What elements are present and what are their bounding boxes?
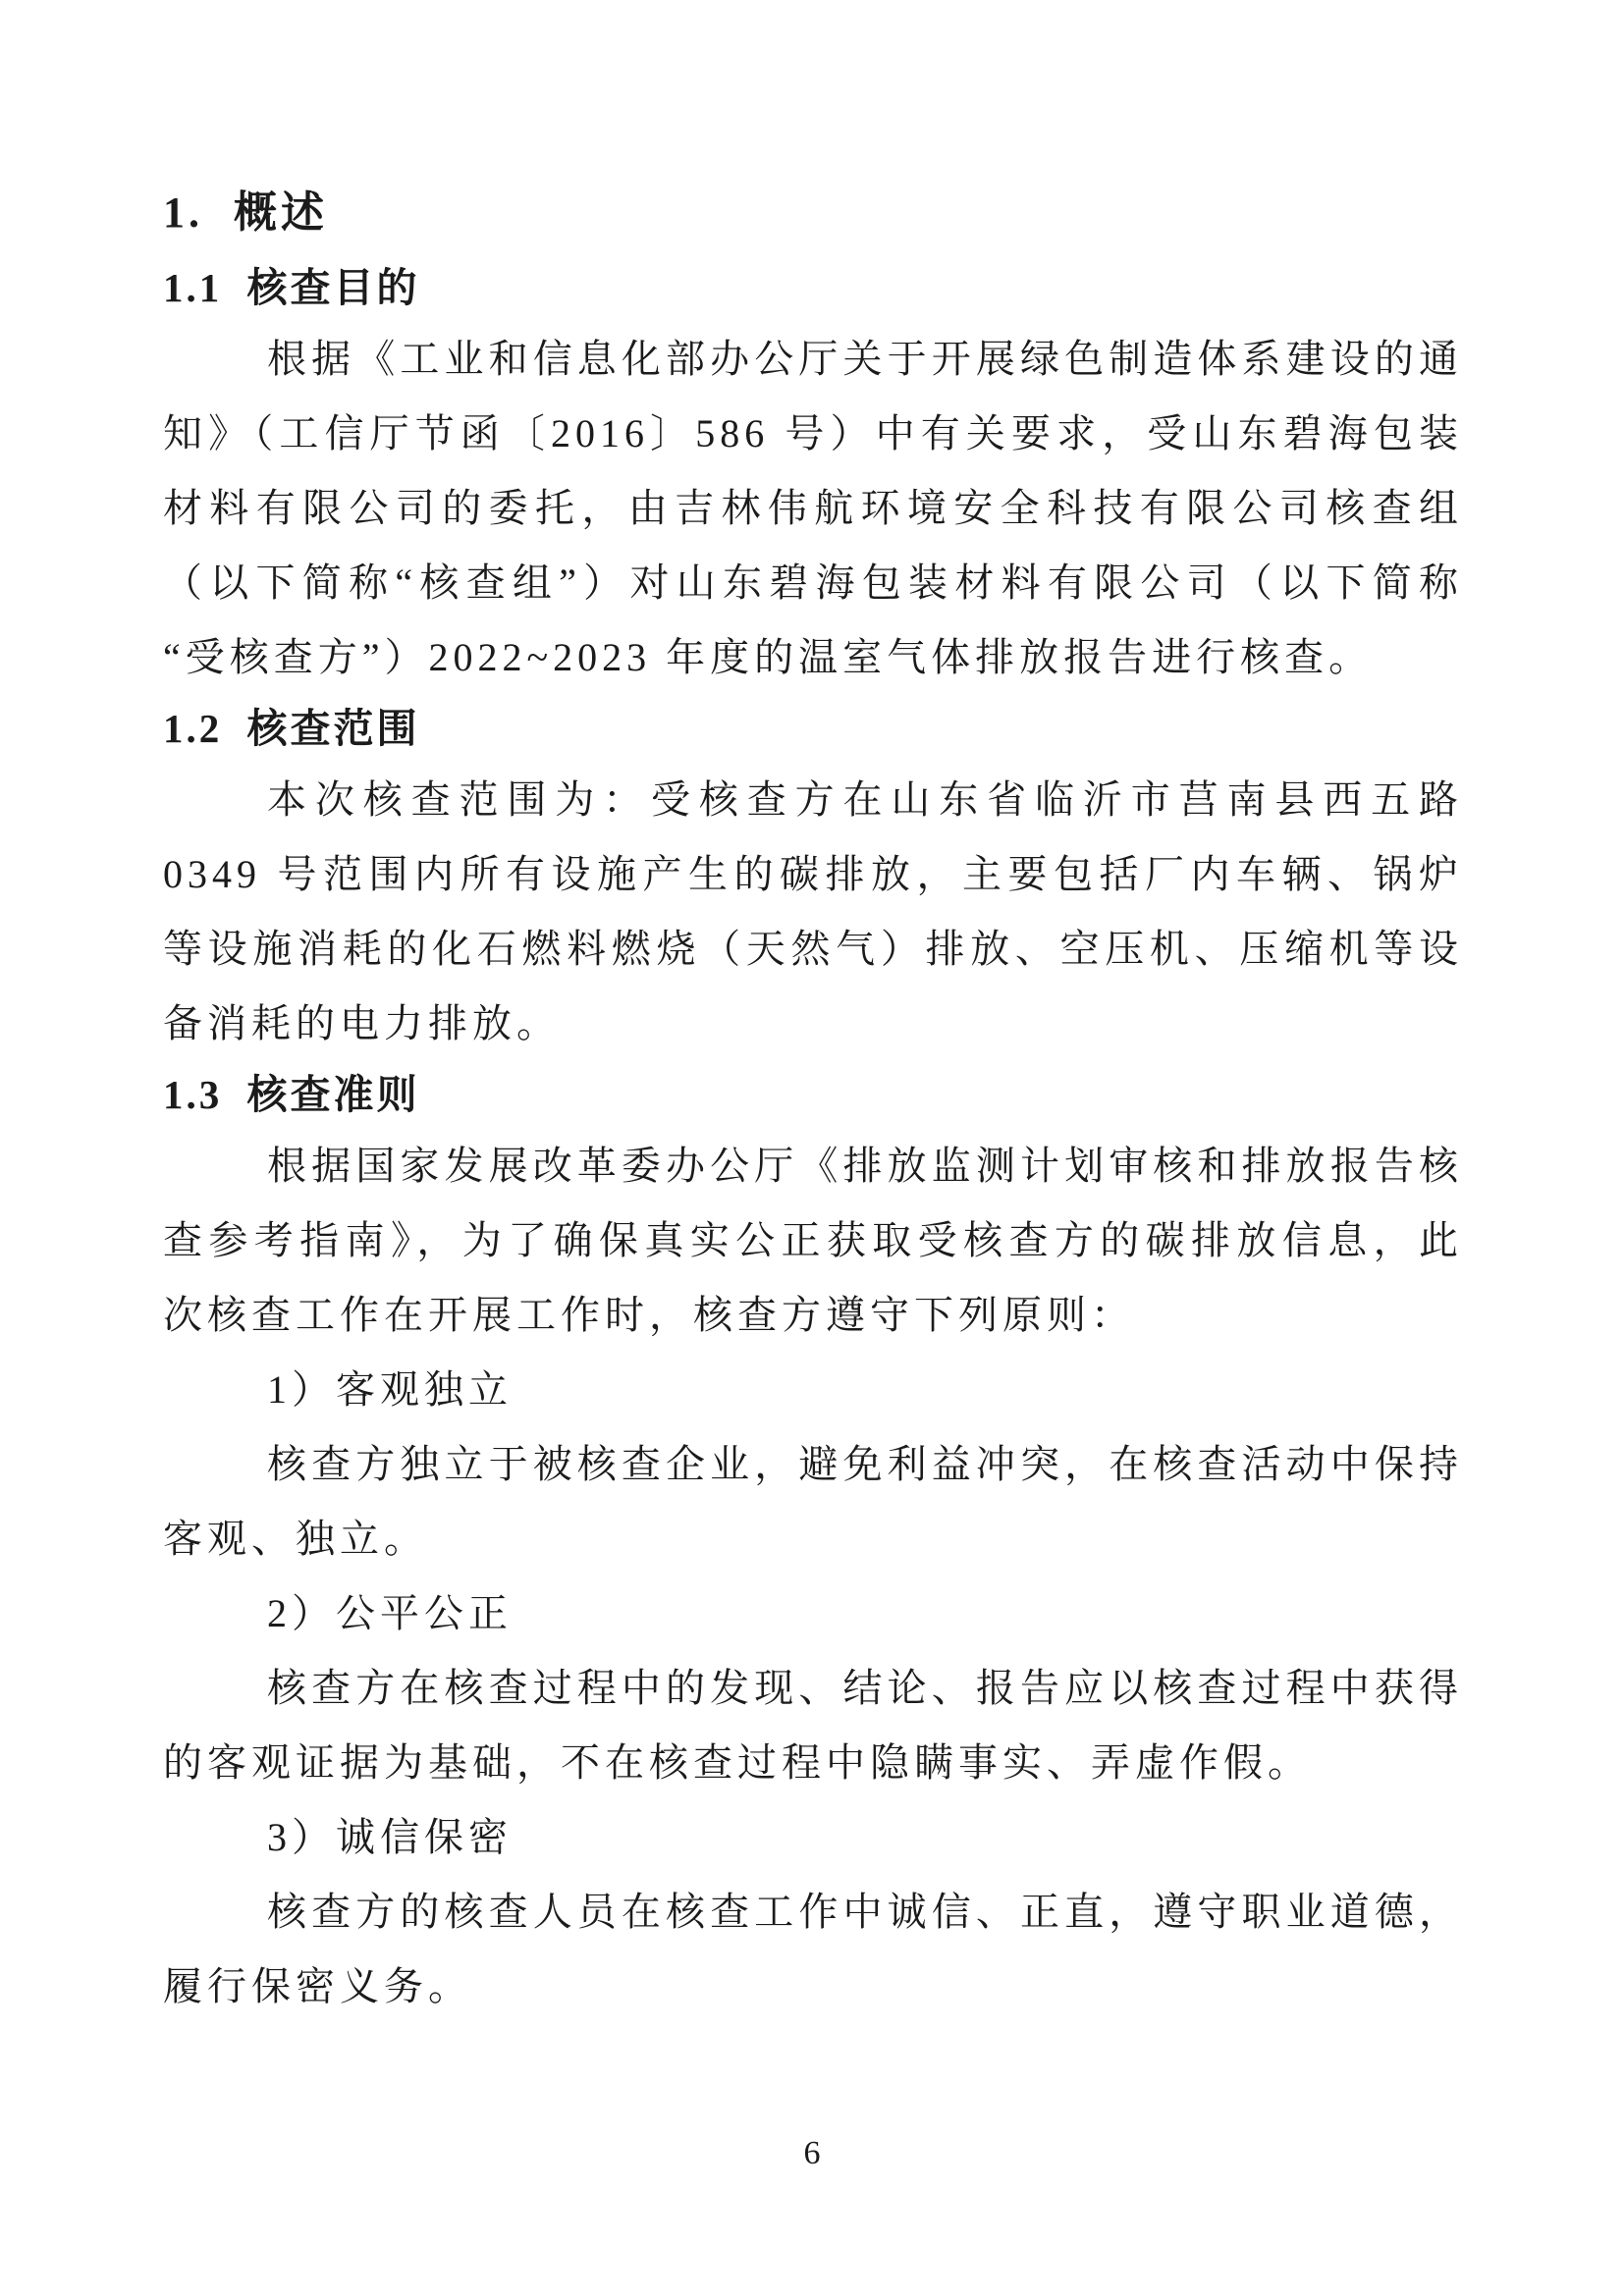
heading-1-2-verification-scope: 1.2 核查范围 [163,706,420,751]
paragraph-verification-purpose: 根据《工业和信息化部办公厅关于开展绿色制造体系建设的通知》（工信厅节函〔2016〕586 号）中有关要求，受山东碧海包装材料有限公司的委托，由吉林伟航环境安全科技有限公司核查组（以下简称“核查组”）对山东碧海包装材料有限公司（以下简称“受核查方”）2022~2023 年度的温室气体排放报告进行核查。 [163,337,1463,679]
list-item-2-fairness-impartiality: 2）公平公正 [267,1591,513,1635]
paragraph-verification-scope: 本次核查范围为：受核查方在山东省临沂市莒南县西五路 0349 号范围内所有设施产生的碳排放，主要包括厂内车辆、锅炉等设施消耗的化石燃料燃烧（天然气）排放、空压机、压缩机等设备消耗的电力排放。 [163,777,1463,1045]
paragraph-objective-independence: 核查方独立于被核查企业，避免利益冲突，在核查活动中保持客观、独立。 [163,1442,1463,1561]
page-number: 6 [803,2135,821,2171]
paragraph-fairness-impartiality: 核查方在核查过程中的发现、结论、报告应以核查过程中获得的客观证据为基础，不在核查过程中隐瞒事实、弄虚作假。 [163,1666,1463,1785]
list-item-3-integrity-confidentiality: 3）诚信保密 [267,1815,513,1859]
paragraph-integrity-confidentiality: 核查方的核查人员在核查工作中诚信、正直，遵守职业道德，履行保密义务。 [163,1890,1463,2008]
paragraph-verification-criteria-intro: 根据国家发展改革委办公厅《排放监测计划审核和排放报告核查参考指南》，为了确保真实公正获取受核查方的碳排放信息，此次核查工作在开展工作时，核查方遵守下列原则： [163,1144,1463,1337]
list-item-1-objective-independence: 1）客观独立 [267,1367,513,1412]
heading-1-3-verification-criteria: 1.3 核查准则 [163,1072,420,1117]
heading-1-1-verification-purpose: 1.1 核查目的 [163,265,420,310]
heading-1-overview: 1. 概述 [163,188,328,237]
